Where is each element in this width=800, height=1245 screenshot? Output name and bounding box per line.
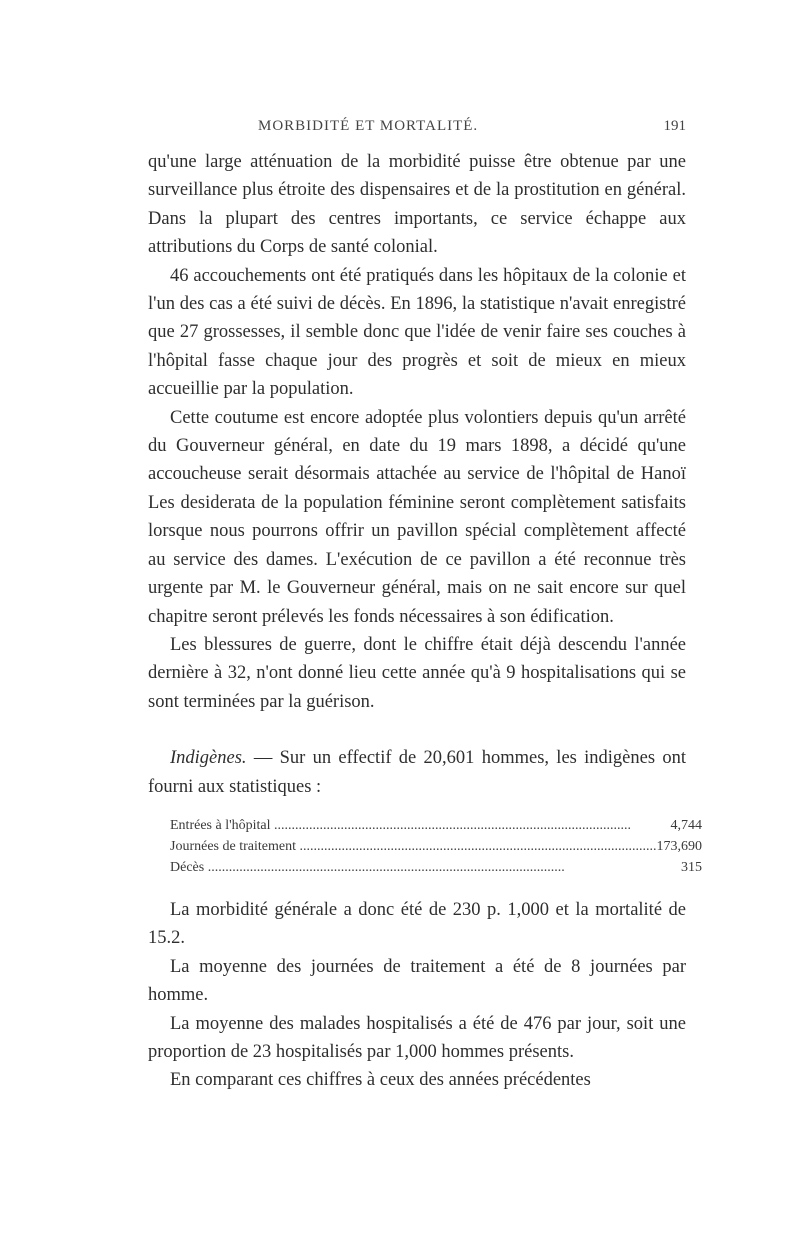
row-label: Journées de traitement .....: [170, 836, 656, 857]
paragraph-malades: La moyenne des malades hospitalisés a été de 476 par jour, soit une proportion de 23 hospitalisés par 1,000 hommes présents.: [148, 1013, 686, 1062]
section-gap: [148, 716, 686, 744]
table-row: [170, 815, 702, 836]
row-label: Entrées à l'hôpital .....: [170, 815, 656, 836]
stats-table: [170, 815, 702, 878]
running-title: MORBIDITÉ ET MORTALITÉ.: [258, 118, 479, 134]
row-value: 315: [680, 859, 702, 875]
paragraph-accouchements: 46 accouchements ont été pratiqués dans les hôpitaux de la colonie et l'un des cas a été suivi de décès. En 1896, la statistique n'avait enregistré que 27 grossesses, il semble donc que l'idée de venir faire ses couches à l'hôpital fasse chaque jour des progrès et soit de mieux en mieux accueillie par la population.: [148, 265, 686, 400]
page-body: [148, 148, 702, 1095]
paragraph-coutume: Cette coutume est encore adoptée plus volontiers depuis qu'un arrêté du Gouverneur général, en date du 19 mars 1898, a décidé qu'une accoucheuse serait désormais attachée au service de l'hôpital de Hanoï Les desiderata de la population féminine seront complètement satisfaits lorsque nous pourrons offrir un pavillon spécial complètement affecté au service des dames. L'exécution de ce pavillon a été reconnue très urgente par M. le Gouverneur général, mais on ne sait encore sur quel chapitre seront prélevés les fonds nécessaires à son édification.: [148, 407, 686, 627]
paragraph-journees: La moyenne des journées de traitement a été de 8 journées par homme.: [148, 956, 686, 1006]
section-lead-indigenes: Indigènes.: [170, 748, 247, 769]
paragraph-comparant: En comparant ces chiffres à ceux des années précédentes: [170, 1070, 591, 1091]
paragraph-morbidite: La morbidité générale a donc été de 230 p. 1,000 et la mortalité de 15.2.: [148, 899, 686, 949]
paragraph-indigenes: [148, 744, 686, 801]
running-header: [148, 118, 686, 142]
paragraph-continuation: qu'une large atténuation de la morbidité puisse être obtenue par une surveillance plus étroite des dispensaires et de la prostitution en général. Dans la plupart des centres importants, ce service échappe aux attributions du Corps de santé colonial.: [148, 152, 686, 258]
page-number: 191: [663, 118, 686, 134]
row-label: Décès .....: [170, 857, 656, 878]
table-row: [170, 836, 702, 857]
row-value: 173,690: [656, 838, 702, 854]
paragraph-blessures: Les blessures de guerre, dont le chiffre était déjà descendu l'année dernière à 32, n'ont donné lieu cette année qu'à 9 hospitalisations qui se sont terminées par la guérison.: [148, 634, 686, 712]
table-row: [170, 857, 702, 878]
paragraph-indigenes-text: — Sur un effectif de 20,601 hommes, les indigènes ont fourni aux statistiques :: [148, 748, 686, 797]
row-value: 4,744: [670, 817, 702, 833]
